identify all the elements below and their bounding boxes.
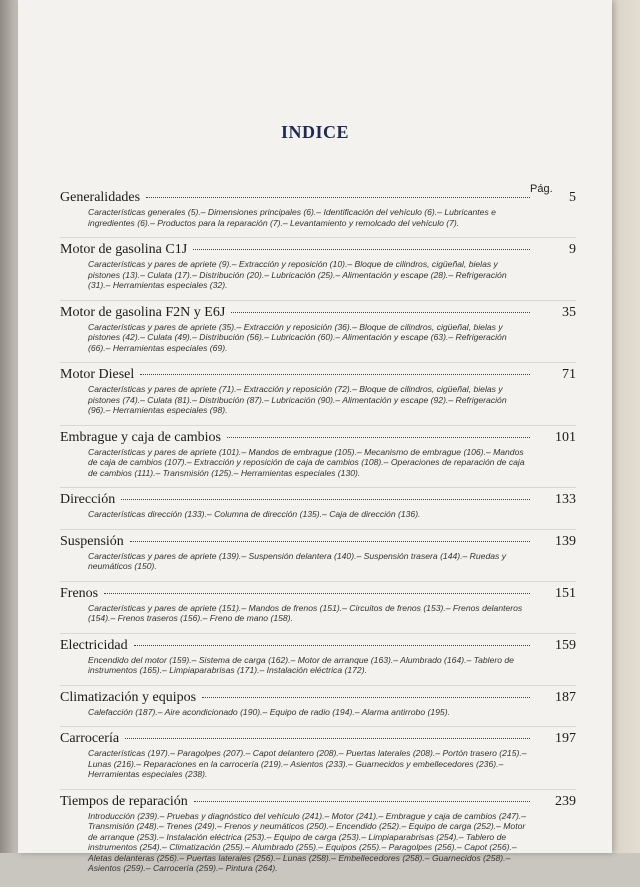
dot-leader — [193, 248, 530, 250]
entry-heading-row — [60, 190, 576, 206]
entry-title: Motor de gasolina F2N y E6J — [60, 304, 226, 320]
dot-leader — [134, 644, 530, 646]
entry-page-number: 139 — [555, 533, 576, 549]
entry-heading-row — [60, 586, 576, 602]
page-column-label: Pág. — [530, 183, 553, 195]
entry-title: Embrague y caja de cambios — [60, 429, 221, 445]
dot-leader — [130, 540, 530, 542]
entry-title: Frenos — [60, 585, 99, 601]
dot-leader — [125, 737, 530, 739]
entry-description: Características y pares de apriete (101).– Mandos de embrague (105).– Mecanismo de embrague (106).– Mandos de caja de cambios (107).– Extracción y reposición de caja de cambios (108).– Operaciones de reparación de caja de cambios (111).– Transmisión (125).– Herramientas especiales (130). — [88, 446, 525, 478]
entry-description: Características generales (5).– Dimensiones principales (6).– Identificación del vehículo (6).– Lubricantes e ingredientes (6).– Productos para la reparación (7).– Levantamiento y remolcado del vehículo (7). — [88, 207, 496, 228]
dot-leader — [104, 592, 530, 594]
entry-heading-row — [60, 492, 576, 508]
index-entry — [60, 534, 576, 582]
index-entry — [60, 731, 576, 790]
entry-page-number: 239 — [555, 793, 576, 809]
entry-heading-row — [60, 242, 576, 258]
entry-description: Introducción (239).– Pruebas y diagnóstico del vehículo (241).– Motor (241).– Embrague y caja de cambios (247).– Transmisión (248).– Trenes (249).– Frenos y neumáticos (250).– Encendido (252).– Equipo de carga (252).– Motor de arranque (253).– Instalación eléctrica (253).– Equipo de carga (253).– Limpiaparabrisas (254).– Tablero de instrumentos (254).– Climatización (255).– Alumbrado (255).– Equipos (255).– Paragolpes (256).– Capot (256).– Aletas delanteras (256).– Puertas laterales (256).– Lunas (258).– Embellecedores (258).– Guarnecidos (258).– Asientos (259).– Carrocería (259).– Pintura (264). — [88, 810, 527, 873]
entry-page-number: 101 — [555, 429, 576, 445]
entry-description: Características y pares de apriete (139).– Suspensión delantera (140).– Suspensión trasera (144).– Ruedas y neumáticos (150). — [88, 550, 506, 571]
entry-description: Características dirección (133).– Columna de dirección (135).– Caja de dirección (136). — [88, 509, 421, 519]
index-entry — [60, 305, 576, 364]
entry-title: Generalidades — [60, 190, 141, 205]
index-entry — [60, 638, 576, 686]
entry-heading-row — [60, 367, 576, 383]
entry-title: Motor Diesel — [60, 367, 135, 382]
index-entry — [60, 492, 576, 530]
index-entry — [60, 794, 576, 883]
entry-page-number: 197 — [555, 731, 576, 746]
entry-heading-row — [60, 690, 576, 706]
index-list — [60, 190, 576, 887]
entry-description: Calefacción (187).– Aire acondicionado (190).– Equipo de radio (194).– Alarma antirrobo (195). — [88, 706, 450, 717]
entry-description: Características y pares de apriete (151).– Mandos de frenos (151).– Circuitos de frenos (153).– Frenos delanteros (154).– Frenos traseros (156).– Freno de mano (158). — [88, 602, 523, 623]
entry-title: Motor de gasolina C1J — [60, 242, 188, 257]
index-entry — [60, 190, 576, 238]
entry-title: Dirección — [60, 492, 116, 507]
entry-page-number: 35 — [562, 304, 576, 320]
entry-description: Características y pares de apriete (35).– Extracción y reposición (36).– Bloque de cilindros, cigüeñal, bielas y pistones (42).– Culata (49).– Distribución (56).– Lubricación (60).– Alimentación y escape (63).– Refrigeración (66).– Herramientas especiales (69). — [88, 321, 507, 353]
dot-leader — [146, 196, 530, 198]
dot-leader — [231, 311, 530, 313]
entry-page-number: 187 — [555, 689, 576, 705]
entry-page-number: 9 — [569, 242, 576, 257]
entry-heading-row — [60, 534, 576, 550]
dot-leader — [227, 436, 530, 438]
entry-title: Tiempos de reparación — [60, 793, 188, 809]
page-title: INDICE — [280, 122, 349, 142]
entry-heading-row — [60, 731, 576, 747]
background-edge-left — [0, 0, 20, 853]
index-entry — [60, 690, 576, 728]
entry-title: Electricidad — [60, 637, 128, 653]
entry-title: Carrocería — [60, 731, 120, 746]
entry-title: Climatización y equipos — [60, 689, 197, 705]
dot-leader — [140, 373, 530, 375]
book-page — [18, 0, 612, 873]
entry-page-number: 5 — [569, 190, 576, 205]
entry-heading-row — [60, 794, 576, 810]
index-entry — [60, 430, 576, 489]
entry-heading-row — [60, 430, 576, 446]
entry-description: Encendido del motor (159).– Sistema de carga (162).– Motor de arranque (163).– Alumbrado (164).– Tablero de instrumentos (165).– Limpiaparabrisas (171).– Instalación eléctrica (172). — [88, 654, 514, 675]
dot-leader — [194, 800, 530, 802]
entry-page-number: 133 — [555, 492, 576, 507]
dot-leader — [121, 498, 530, 500]
entry-page-number: 159 — [555, 637, 576, 653]
entry-heading-row — [60, 305, 576, 321]
index-entry — [60, 367, 576, 426]
index-entry — [60, 242, 576, 301]
entry-heading-row — [60, 638, 576, 654]
entry-title: Suspensión — [60, 533, 124, 549]
entry-page-number: 71 — [562, 367, 576, 382]
entry-description: Características (197).– Paragolpes (207).– Capot delantero (208).– Puertas laterales (208).– Portón trasero (215).– Lunas (216).– Reparaciones en la carrocería (219).– Asientos (233).– Guarnecidos y embellecedores (236).– Herramientas especiales (238). — [88, 748, 527, 779]
entry-page-number: 151 — [555, 585, 576, 601]
index-entry — [60, 586, 576, 634]
dot-leader — [202, 696, 530, 698]
entry-description: Características y pares de apriete (71).– Extracción y reposición (72).– Bloque de cilindros, cigüeñal, bielas y pistones (74).– Culata (81).– Distribución (87).– Lubricación (90).– Alimentación y escape (92).– Refrigeración (96).– Herramientas especiales (98). — [88, 384, 507, 415]
entry-description: Características y pares de apriete (9).– Extracción y reposición (10).– Bloque de cilindros, cigüeñal, bielas y pistones (13).– Culata (17).– Distribución (20).– Lubricación (25).– Alimentación y escape (28).– Refrigeración (31).– Herramientas especiales (32). — [88, 259, 507, 290]
